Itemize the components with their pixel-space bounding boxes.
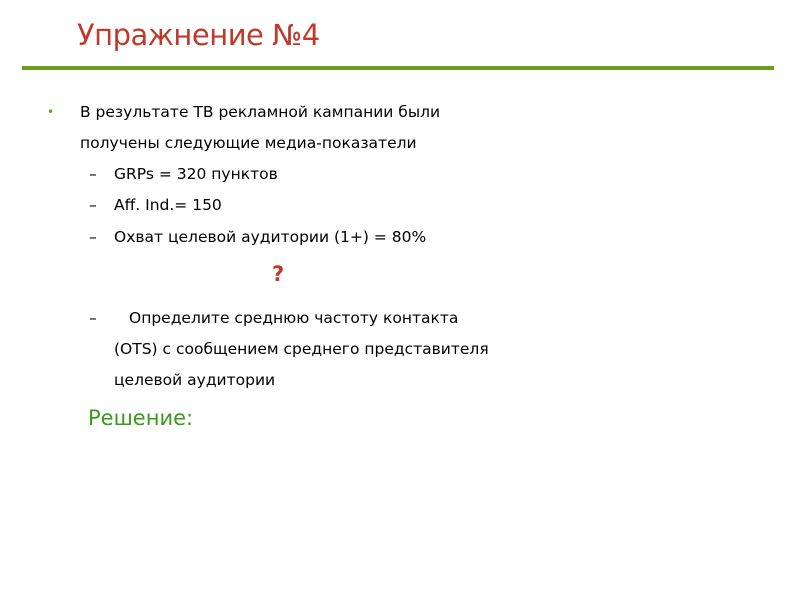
- task-text: [114, 303, 489, 396]
- task-line-2: (OTS) с сообщением среднего представителя: [114, 340, 489, 358]
- intro-line-2: получены следующие медиа-показатели: [80, 134, 417, 152]
- dash-icon: –: [89, 165, 97, 183]
- task-line-3: целевой аудитории: [114, 371, 276, 389]
- solution-label: Решение:: [88, 406, 194, 430]
- dash-icon: –: [89, 196, 97, 214]
- intro-text: [80, 97, 440, 159]
- list-item-aff-ind: Aff. Ind.= 150: [114, 196, 222, 214]
- bullet-dot-icon: •: [47, 105, 55, 119]
- dash-icon: –: [89, 228, 97, 246]
- title-divider: [22, 66, 774, 70]
- task-line-1: Определите среднюю частоту контакта: [129, 309, 459, 327]
- list-item-grps: GRPs = 320 пунктов: [114, 165, 278, 183]
- slide-title: Упражнение №4: [77, 18, 320, 52]
- question-mark: ?: [272, 262, 285, 286]
- dash-icon: –: [89, 309, 97, 327]
- intro-line-1: В результате ТВ рекламной кампании были: [80, 103, 441, 121]
- list-item-reach: Охват целевой аудитории (1+) = 80%: [114, 228, 427, 246]
